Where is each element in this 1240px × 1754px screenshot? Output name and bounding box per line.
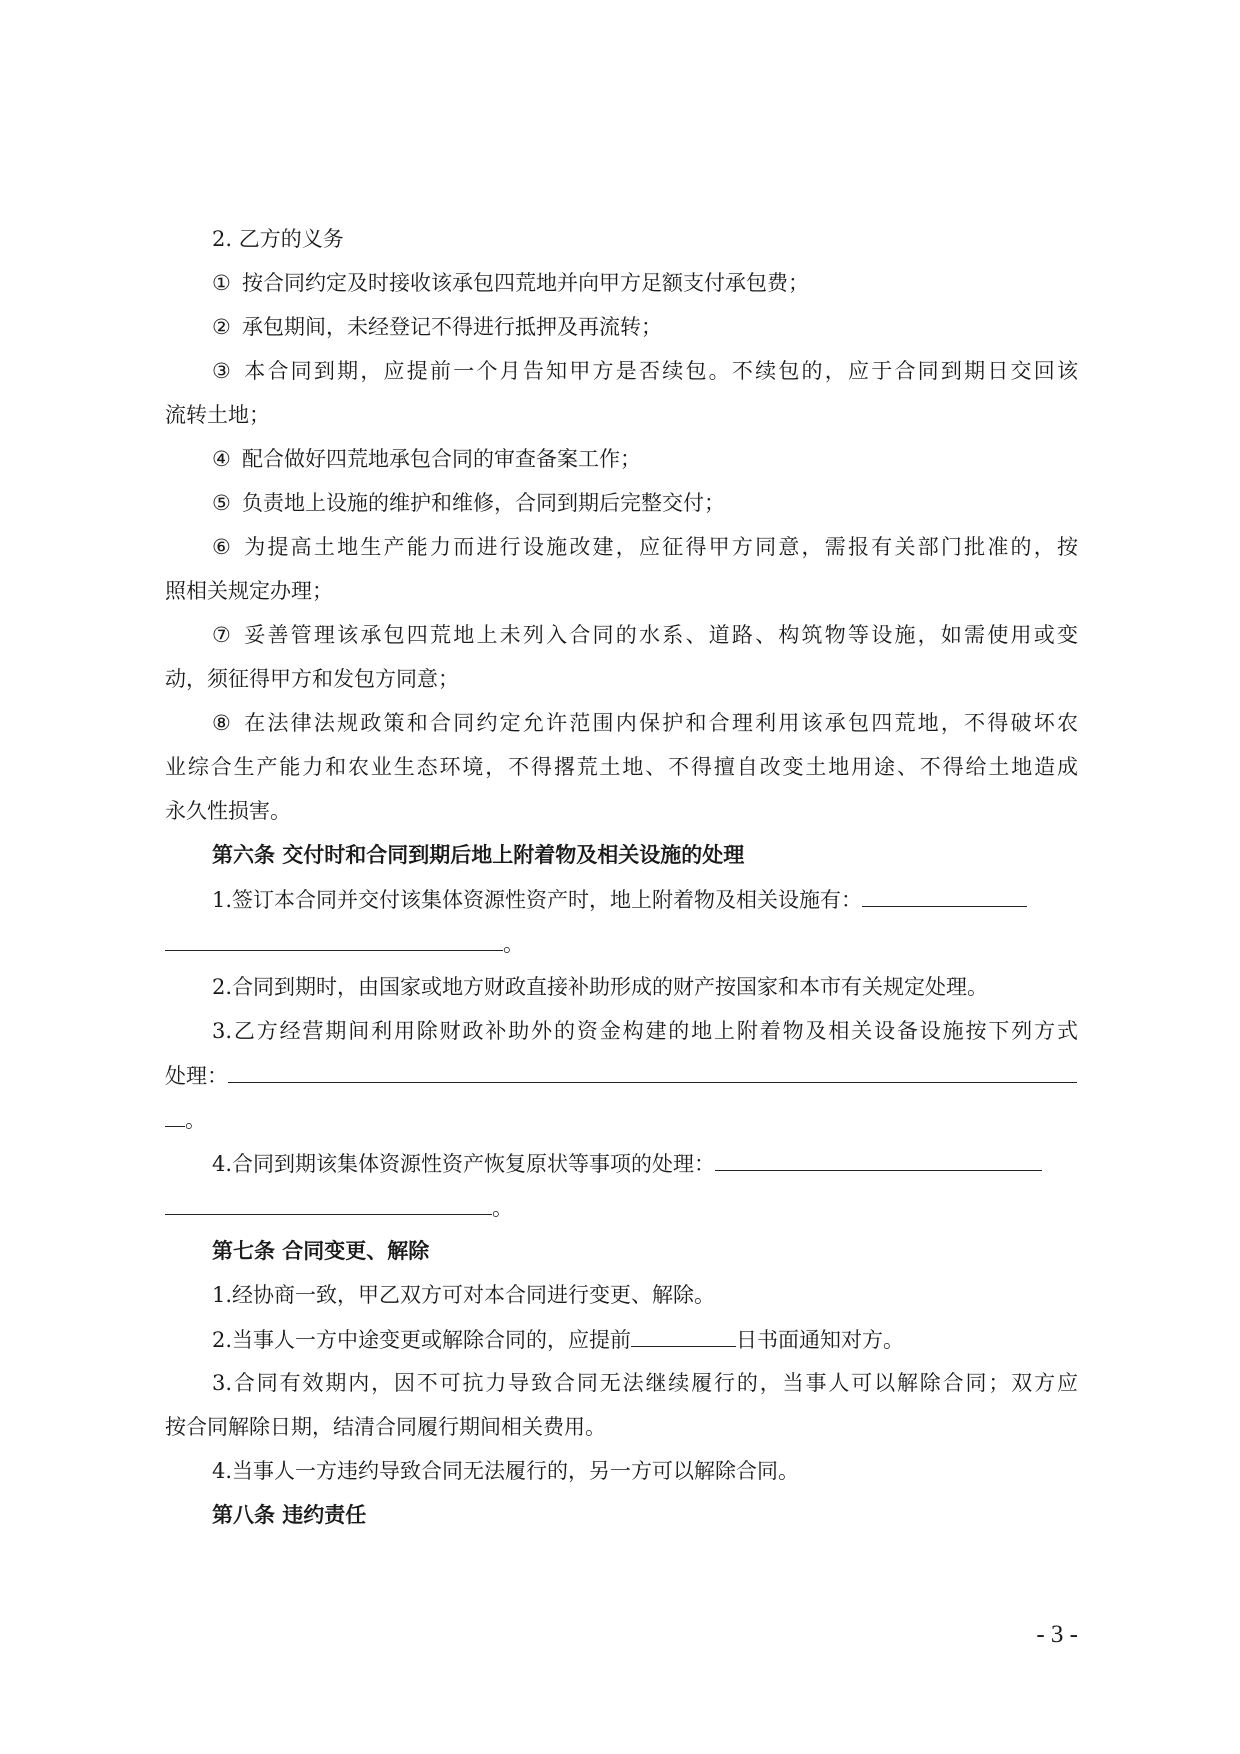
circled-number: ⑤ <box>212 491 231 515</box>
paragraph <box>165 226 1078 252</box>
clause-text: 1.签订本合同并交付该集体资源性资产时，地上附着物及相关设施有： <box>212 888 863 912</box>
period-mark: 。 <box>503 932 524 956</box>
clause-text: 2.当事人一方中途变更或解除合同的，应提前 <box>212 1328 632 1352</box>
fill-in-blank[interactable] <box>862 886 1027 907</box>
clause-text: 1.经协商一致，甲乙双方可对本合同进行变更、解除。 <box>212 1283 716 1307</box>
list-item-text: 按合同约定及时接收该承包四荒地并向甲方足额支付承包费； <box>242 271 809 295</box>
circled-number: ⑧ <box>212 711 231 735</box>
list-item <box>165 358 1078 384</box>
clause-6-3-end <box>165 1106 1078 1132</box>
circled-number: ③ <box>212 359 231 383</box>
fill-in-blank[interactable] <box>715 1150 1042 1171</box>
list-item-text: 动，须征得甲方和发包方同意； <box>165 667 459 691</box>
clause-6-3 <box>165 1018 1078 1044</box>
clause-7-3 <box>165 1370 1078 1396</box>
list-item <box>165 710 1078 736</box>
clause-text: 按合同解除日期，结清合同履行期间相关费用。 <box>165 1415 606 1439</box>
clause-text: 3.合同有效期内，因不可抗力导致合同无法继续履行的，当事人可以解除合同；双方应 <box>212 1371 1078 1395</box>
fill-in-blank[interactable] <box>165 930 503 951</box>
period-mark: 。 <box>492 1196 513 1220</box>
list-item-text: 在法律法规政策和合同约定允许范围内保护和合理利用该承包四荒地，不得破坏农 <box>242 711 1078 735</box>
list-item-text: 永久性损害。 <box>165 799 291 823</box>
article-title-text: 第八条 违约责任 <box>212 1502 367 1527</box>
clause-6-3-continuation <box>165 1062 1078 1088</box>
list-item-text: 业综合生产能力和农业生态环境，不得撂荒土地、不得擅自改变土地用途、不得给土地造成 <box>165 755 1078 779</box>
clause-text: 2.合同到期时，由国家或地方财政直接补助形成的财产按国家和本市有关规定处理。 <box>212 975 989 999</box>
circled-number: ② <box>212 315 231 339</box>
list-item <box>165 490 1078 516</box>
fill-in-blank[interactable] <box>165 1106 185 1127</box>
fill-in-blank[interactable] <box>165 1194 492 1215</box>
clause-text: 日书面通知对方。 <box>736 1328 905 1352</box>
list-item <box>165 446 1078 472</box>
list-item-text: 本合同到期，应提前一个月告知甲方是否续包。不续包的，应于合同到期日交回该 <box>242 359 1078 383</box>
list-item-text: 妥善管理该承包四荒地上未列入合同的水系、道路、构筑物等设施，如需使用或变 <box>242 623 1078 647</box>
list-item <box>165 270 1078 296</box>
clause-6-2 <box>165 974 1078 1000</box>
document-body <box>165 226 1078 1546</box>
list-item-continuation <box>165 402 1078 428</box>
article-7-title <box>165 1238 1078 1264</box>
clause-text: 处理： <box>165 1064 228 1088</box>
article-title-text: 第六条 交付时和合同到期后地上附着物及相关设施的处理 <box>212 842 745 867</box>
clause-text: 3.乙方经营期间利用除财政补助外的资金构建的地上附着物及相关设备设施按下列方式 <box>212 1019 1078 1043</box>
circled-number: ⑦ <box>212 623 231 647</box>
circled-number: ① <box>212 271 231 295</box>
page-number: - 3 - <box>1036 1621 1078 1648</box>
list-item-text: 配合做好四荒地承包合同的审查备案工作； <box>242 447 641 471</box>
list-item-continuation <box>165 754 1078 780</box>
list-item-text: 照相关规定办理； <box>165 579 333 603</box>
list-item-continuation <box>165 578 1078 604</box>
list-item-continuation <box>165 666 1078 692</box>
clause-7-3-continuation <box>165 1414 1078 1440</box>
fill-in-blank[interactable] <box>228 1062 1077 1083</box>
article-6-title <box>165 842 1078 868</box>
clause-7-4 <box>165 1458 1078 1484</box>
clause-7-1 <box>165 1282 1078 1308</box>
list-item-continuation <box>165 798 1078 824</box>
clause-text: 4.合同到期该集体资源性资产恢复原状等事项的处理： <box>212 1152 716 1176</box>
list-item-text: 流转土地； <box>165 403 270 427</box>
clause-6-4-continuation <box>165 1194 1078 1220</box>
clause-6-1-continuation <box>165 930 1078 956</box>
circled-number: ④ <box>212 447 231 471</box>
list-item <box>165 314 1078 340</box>
list-item-text: 承包期间，未经登记不得进行抵押及再流转； <box>242 315 662 339</box>
clause-text: 4.当事人一方违约导致合同无法履行的，另一方可以解除合同。 <box>212 1459 800 1483</box>
list-item <box>165 622 1078 648</box>
clause-6-1 <box>165 886 1078 912</box>
list-item <box>165 534 1078 560</box>
clause-6-4 <box>165 1150 1078 1176</box>
clause-7-2 <box>165 1326 1078 1352</box>
article-title-text: 第七条 合同变更、解除 <box>212 1238 430 1263</box>
section-heading: 2. 乙方的义务 <box>212 227 344 251</box>
article-8-title <box>165 1502 1078 1528</box>
fill-in-blank[interactable] <box>631 1326 736 1347</box>
list-item-text: 负责地上设施的维护和维修，合同到期后完整交付； <box>242 491 725 515</box>
list-item-text: 为提高土地生产能力而进行设施改建，应征得甲方同意，需报有关部门批准的，按 <box>242 535 1078 559</box>
circled-number: ⑥ <box>212 535 231 559</box>
period-mark: 。 <box>185 1108 206 1132</box>
